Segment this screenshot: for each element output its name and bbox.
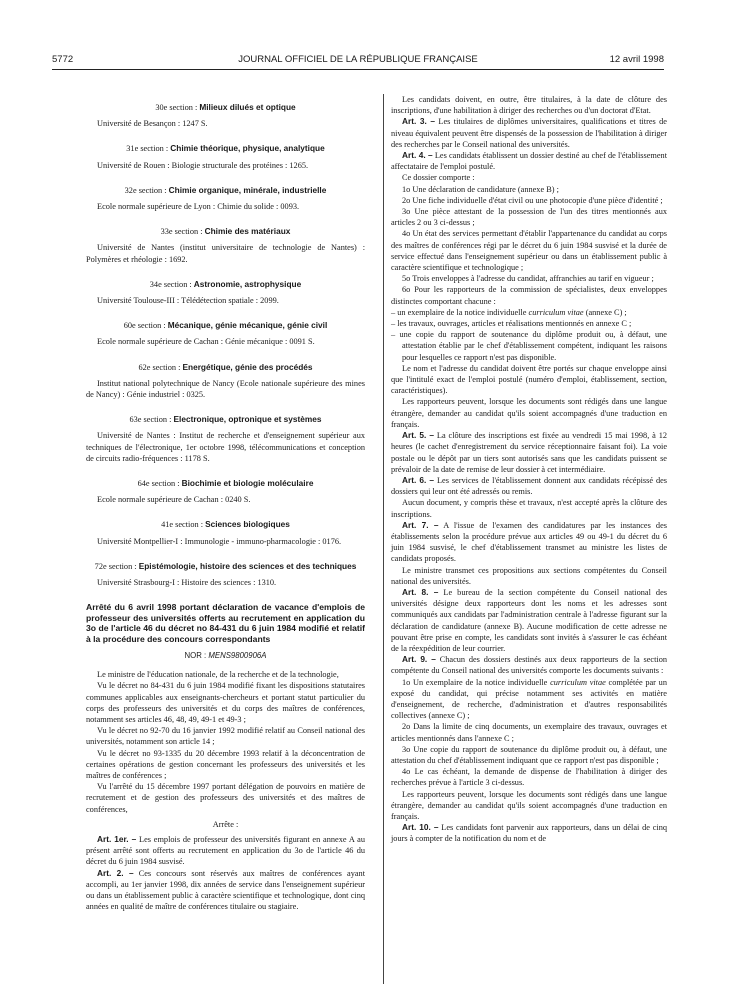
section-entry: Institut national polytechnique de Nancy (Ecole nationale supérieure des mines de Nancy) : Génie industriel : 0325.	[86, 378, 365, 400]
section-entry: Ecole normale supérieure de Lyon : Chimie du solide : 0093.	[97, 202, 300, 212]
article-4	[391, 150, 667, 172]
section-title: Electronique, optronique et systèmes	[173, 414, 322, 425]
paragraph: Ce dossier comporte :	[402, 173, 475, 183]
section-number: 30e section :	[155, 103, 198, 112]
issue-date: 12 avril 1998	[609, 54, 664, 65]
section-number: 33e section :	[160, 227, 203, 237]
article-label: Art. 4. –	[402, 150, 433, 161]
article-text: Les candidats établissent un dossier destiné au chef de l'établissement affectataire de l'emploi postulé.	[391, 151, 668, 172]
article-label: Art. 7. –	[402, 519, 439, 530]
article-text: La clôture des inscriptions est fixée au vendredi 15 mai 1998, à 12 heures (le cachet d'enregistrement du service réceptionnaire faisant foi). La voie postale ou le dépôt par un tiers sont autorisés sans que les candidats puissent se prévaloir de la date de remise de leur dossier à cet intermédiaire.	[391, 431, 667, 474]
section-title: Epistémologie, histoire des sciences et des techniques	[138, 560, 357, 571]
section-title: Sciences biologiques	[205, 519, 290, 530]
visa-paragraph: Vu le décret no 92-70 du 16 janvier 1992 modifié relatif au Conseil national des universités, notamment son article 14 ;	[86, 726, 365, 747]
section-entry: Université Strasbourg-I : Histoire des sciences : 1310.	[97, 578, 277, 588]
paragraph: Les rapporteurs peuvent, lorsque les documents sont rédigés dans une langue étrangère, demander au candidat qu'ils soient accompagnés d'une traduction en français.	[391, 397, 667, 429]
paragraph: Le nom et l'adresse du candidat doivent être portés sur chaque enveloppe ainsi que l'intitulé exact de l'emploi postulé (numéro d'emploi, établissement, section, caractéristiques).	[391, 363, 667, 396]
article-text: Chacun des dossiers destinés aux deux rapporteurs de la section compétente du Conseil national des universités comporte les documents suivants :	[391, 655, 667, 676]
list-item: 2o Dans la limite de cinq documents, un exemplaire des travaux, ouvrages et articles mentionnés dans l'annexe C ;	[391, 722, 667, 743]
paragraph: Aucun document, y compris thèse et travaux, n'est accepté après la clôture des inscriptions.	[391, 498, 667, 519]
page-number: 5772	[52, 54, 74, 65]
list-item: 4o Le cas échéant, la demande de dispense de l'habilitation à diriger des recherches prévue à l'article 3 ci-dessus.	[391, 767, 667, 788]
section-title: Chimie organique, minérale, industrielle	[168, 184, 327, 195]
list-item: 4o Un état des services permettant d'établir l'appartenance du candidat au corps des maîtres de conférences régi par le décret du 6 juin 1984 susvisé et la durée de service effectué dans l'enseignement supérieur ou dans un établissement public à caractère scientifique et technologique ;	[391, 229, 667, 273]
section-number: 64e section :	[137, 479, 180, 489]
journal-title: JOURNAL OFFICIEL DE LA RÉPUBLIQUE FRANÇAISE	[238, 54, 478, 65]
section-heading	[86, 478, 365, 489]
dash-item: – les travaux, ouvrages, articles et réalisations mentionnés en annexe C ;	[391, 319, 632, 329]
section-title: Mécanique, génie mécanique, génie civil	[167, 320, 328, 331]
list-item: 1o Un exemplaire de la notice individuelle curriculum vitae complétée par un exposé du candidat, qui précise notamment ses activités en matière d'enseignement, de recherche, d'administration et d'autres responsabilités collectives (annexe C) ;	[391, 677, 667, 721]
visa-paragraph: Vu l'arrêté du 15 décembre 1997 portant délégation de pouvoirs en matière de recrutement et de gestion des professeurs des universités et des maîtres de conférences,	[86, 782, 365, 814]
article-text: Ces concours sont réservés aux maîtres de conférences ayant accompli, au 1er janvier 1998, dix années de service dans l'enseignement supérieur ou dans un établissement public à caractère scientifique et technologique, dont cinq années en qualité de maître de conférences titulaire ou stagiaire.	[86, 868, 366, 912]
section-heading	[86, 102, 365, 113]
article-5	[391, 430, 667, 475]
article-3	[391, 116, 667, 150]
section-number: 41e section :	[161, 520, 203, 530]
left-column	[86, 94, 365, 912]
section-entry: Université Montpellier-I : Immunologie - immuno-pharmacologie : 0176.	[97, 536, 342, 546]
section-number: 72e section :	[94, 561, 137, 571]
section-heading	[86, 185, 365, 196]
nor-reference	[86, 650, 365, 661]
section-entry: Université de Besançon : 1247 S.	[97, 119, 208, 129]
article-7	[391, 520, 667, 565]
list-item: 2o Une fiche individuelle d'état civil ou une photocopie d'une pièce d'identité ;	[402, 195, 663, 205]
section-title: Astronomie, astrophysique	[193, 278, 302, 289]
list-item: 3o Une pièce attestant de la possession de l'un des titres mentionnés aux articles 2 ou 3 ci-dessus ;	[391, 207, 667, 228]
nor-value: MENS9800906A	[208, 650, 267, 660]
section-number: 60e section :	[123, 321, 166, 331]
section-entry: Université Toulouse-III : Télédétection spatiale : 2099.	[97, 296, 279, 306]
section-heading	[86, 143, 365, 154]
article-text: Les titulaires de diplômes universitaires, qualifications et titres de niveau équivalent peuvent être dispensés de la possession de l'habilitation à diriger des recherches par le Conseil national des universités.	[391, 117, 667, 149]
paragraph: Le ministre transmet ces propositions aux sections compétentes du Conseil national des universités.	[391, 565, 667, 586]
dash-item: – un exemplaire de la notice individuelle curriculum vitae (annexe C) ;	[391, 307, 627, 317]
intro-paragraph: Le ministre de l'éducation nationale, de la recherche et de la technologie,	[97, 670, 339, 680]
article-1	[86, 834, 365, 868]
list-item: 5o Trois enveloppes à l'adresse du candidat, affranchies au tarif en vigueur ;	[402, 274, 654, 284]
section-title: Milieux dilués et optique	[199, 102, 296, 112]
section-entry: Ecole normale supérieure de Cachan : 0240 S.	[97, 495, 251, 505]
list-item: 1o Une déclaration de candidature (annexe B) ;	[402, 184, 559, 194]
article-text: Les candidats font parvenir aux rapporteurs, dans un délai de cinq jours à compter de la notification du nom et de	[391, 823, 667, 844]
section-heading	[86, 279, 365, 290]
list-item: 6o Pour les rapporteurs de la commission de spécialistes, deux enveloppes distinctes comportant chacune :	[391, 285, 667, 306]
section-number: 63e section :	[129, 415, 172, 425]
article-2	[86, 868, 365, 913]
column-divider	[383, 94, 384, 984]
section-heading	[86, 414, 365, 425]
article-label: Art. 3. –	[402, 116, 436, 127]
dash-item: – une copie du rapport de soutenance du diplôme produit ou, à défaut, une attestation établie par le chef d'établissement compétent, indiquant les raisons pour lesquelles ce rapport n'est pas disponible.	[391, 330, 667, 362]
section-heading	[86, 362, 365, 373]
article-label: Art. 6. –	[402, 474, 435, 485]
list-item: 3o Une copie du rapport de soutenance du diplôme produit ou, à défaut, une attestation du chef d'établissement indiquant que ce rapport n'est pas disponible ;	[391, 744, 667, 765]
page-header	[52, 54, 664, 68]
section-list	[86, 102, 365, 588]
section-number: 31e section :	[126, 144, 169, 154]
arrete-title: Arrêté du 6 avril 1998 portant déclaration de vacance d'emplois de professeur des universités offerts au recrutement en application du 3o de l'article 46 du décret no 84-431 du 6 juin 1984 modifié et relatif à la procédure des concours correspondants	[86, 602, 365, 644]
section-entry: Université de Nantes : Institut de recherche et d'enseignement supérieur aux techniques de l'électronique, 1er octobre 1998, télécommunications et conception de circuits radio-fréquences : 1178 S.	[86, 431, 365, 463]
paragraph: Les rapporteurs peuvent, lorsque les documents sont rédigés dans une langue étrangère, demander au candidat qu'ils soient accompagnés d'une traduction en français.	[391, 789, 667, 821]
visa-paragraph: Vu le décret no 93-1335 du 20 décembre 1993 relatif à la déconcentration de certaines opérations de gestion concernant les professeurs des universités et les maîtres de conférences ;	[86, 748, 365, 780]
nor-label: NOR :	[184, 650, 207, 660]
article-label: Art. 8. –	[402, 586, 439, 597]
section-heading	[86, 561, 365, 572]
visa-paragraph: Vu le décret no 84-431 du 6 juin 1984 modifié fixant les dispositions statutaires communes applicables aux enseignants-chercheurs et portant statut particulier du corps des professeurs des universités et du corps des maîtres de conférences, notamment ses articles 46, 48, 49, 49-1 et 49-3 ;	[86, 681, 365, 724]
article-text: Le bureau de la section compétente du Conseil national des universités désigne deux rapporteurs dont les noms et les adresses sont communiqués aux candidats par l'administration centrale à l'adresse figurant sur la déclaration de candidature (annexe B). Aucune modification de cette adresse ne pouvant être prise en compte, les candidats sont invités à s'assurer le cas échéant de la réexpédition de leur courrier.	[391, 587, 667, 653]
article-9	[391, 654, 667, 676]
article-label: Art. 10. –	[402, 822, 439, 833]
section-entry: Université de Nantes (institut universitaire de technologie de Nantes) : Polymères et rhéologie : 1692.	[86, 243, 365, 264]
article-label: Art. 5. –	[402, 430, 435, 441]
section-number: 34e section :	[149, 279, 192, 289]
article-text: Les services de l'établissement donnent aux candidats récépissé des dossiers qui leur ont été adressés ou remis.	[391, 475, 668, 497]
article-text: Les emplois de professeur des universités figurant en annexe A au présent arrêté sont offerts au recrutement en application du 3o de l'article 46 du décret du 6 juin 1984 susvisé.	[86, 834, 365, 867]
section-number: 32e section :	[124, 185, 167, 195]
article-text: A l'issue de l'examen des candidatures par les instances des établissements selon la procédure prévue aux articles 49 ou 49-1 du décret du 6 juin 1984 susvisé, le chef d'établissement transmet au ministre les listes de candidats proposés.	[391, 520, 667, 564]
section-heading	[86, 320, 365, 331]
section-title: Chimie théorique, physique, analytique	[170, 143, 325, 154]
article-label: Art. 1er. –	[97, 833, 137, 844]
section-title: Biochimie et biologie moléculaire	[181, 478, 314, 489]
right-column	[391, 94, 667, 845]
article-8	[391, 587, 667, 654]
article-label: Art. 9. –	[402, 654, 436, 665]
section-title: Chimie des matériaux	[204, 226, 291, 237]
section-number: 62e section :	[138, 362, 181, 372]
section-entry: Université de Rouen : Biologie structurale des protéines : 1265.	[97, 160, 309, 170]
article-10	[391, 822, 667, 844]
paragraph: Les candidats doivent, en outre, être titulaires, à la date de clôture des inscriptions, d'une habilitation à diriger des recherches ou d'un doctorat d'Etat.	[391, 95, 667, 116]
section-heading	[86, 519, 365, 530]
section-heading	[86, 226, 365, 237]
section-entry: Ecole normale supérieure de Cachan : Génie mécanique : 0091 S.	[97, 337, 315, 347]
article-label: Art. 2. –	[97, 867, 134, 878]
section-title: Energétique, génie des procédés	[182, 361, 313, 372]
article-6	[391, 475, 667, 497]
header-rule	[52, 69, 664, 70]
arrete-word: Arrête :	[212, 819, 239, 829]
